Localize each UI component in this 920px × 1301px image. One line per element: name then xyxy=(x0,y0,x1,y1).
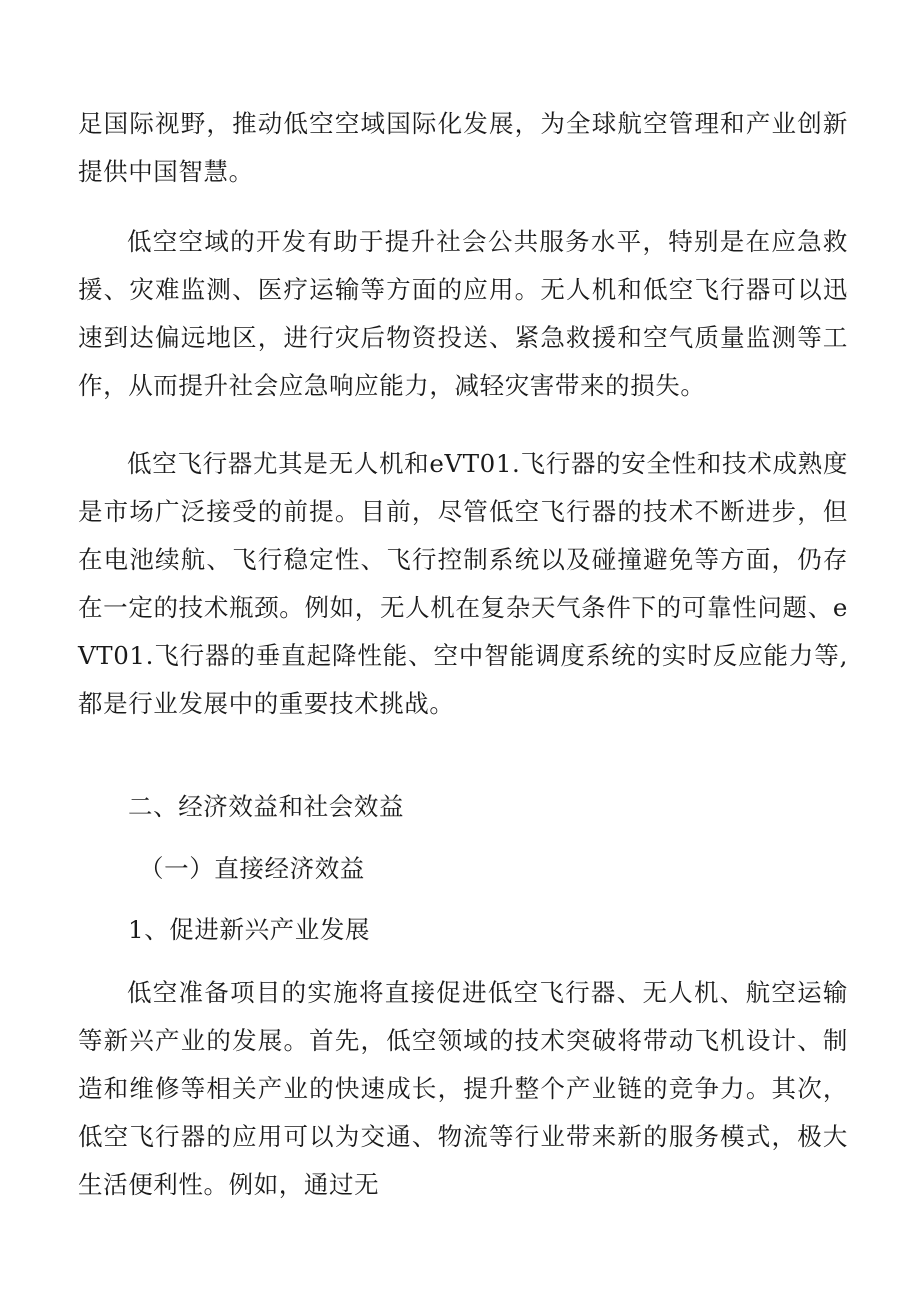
paragraph-technical-bottleneck: 低空飞行器尤其是无人机和eVT01.飞行器的安全性和技术成熟度是市场广泛接受的前提。目前，尽管低空飞行器的技术不断进步，但在电池续航、飞行稳定性、飞行控制系统以及碰撞避免等方面，仍存在一定的技术瓶颈。例如，无人机在复杂天气条件下的可靠性问题、eVT01.飞行器的垂直起降性能、空中智能调度系统的实时反应能力等,都是行业发展中的重要技术挑战。 xyxy=(78,449,848,718)
paragraph-emerging-industry: 低空准备项目的实施将直接促进低空飞行器、无人机、航空运输等新兴产业的发展。首先，低空领域的技术突破将带动飞机设计、制造和维修等相关产业的快速成长，提升整个产业链的竞争力。其次，低空飞行器的应用可以为交通、物流等行业带来新的服务模式，极大生活便利性。例如，通过无 xyxy=(78,978,848,1199)
item-heading: 1、促进新兴产业发展 xyxy=(128,915,371,944)
paragraph-continuation: 足国际视野，推动低空空域国际化发展，为全球航空管理和产业创新提供中国智慧。 xyxy=(78,109,848,186)
subsection-heading: （一）直接经济效益 xyxy=(139,854,365,883)
section-heading: 二、经济效益和社会效益 xyxy=(128,792,405,821)
paragraph-public-service: 低空空域的开发有助于提升社会公共服务水平，特别是在应急救援、灾难监测、医疗运输等方面的应用。无人机和低空飞行器可以迅速到达偏远地区，进行灾后物资投送、紧急救援和空气质量监测等工作，从而提升社会应急响应能力，减轻灾害带来的损失。 xyxy=(78,227,848,400)
